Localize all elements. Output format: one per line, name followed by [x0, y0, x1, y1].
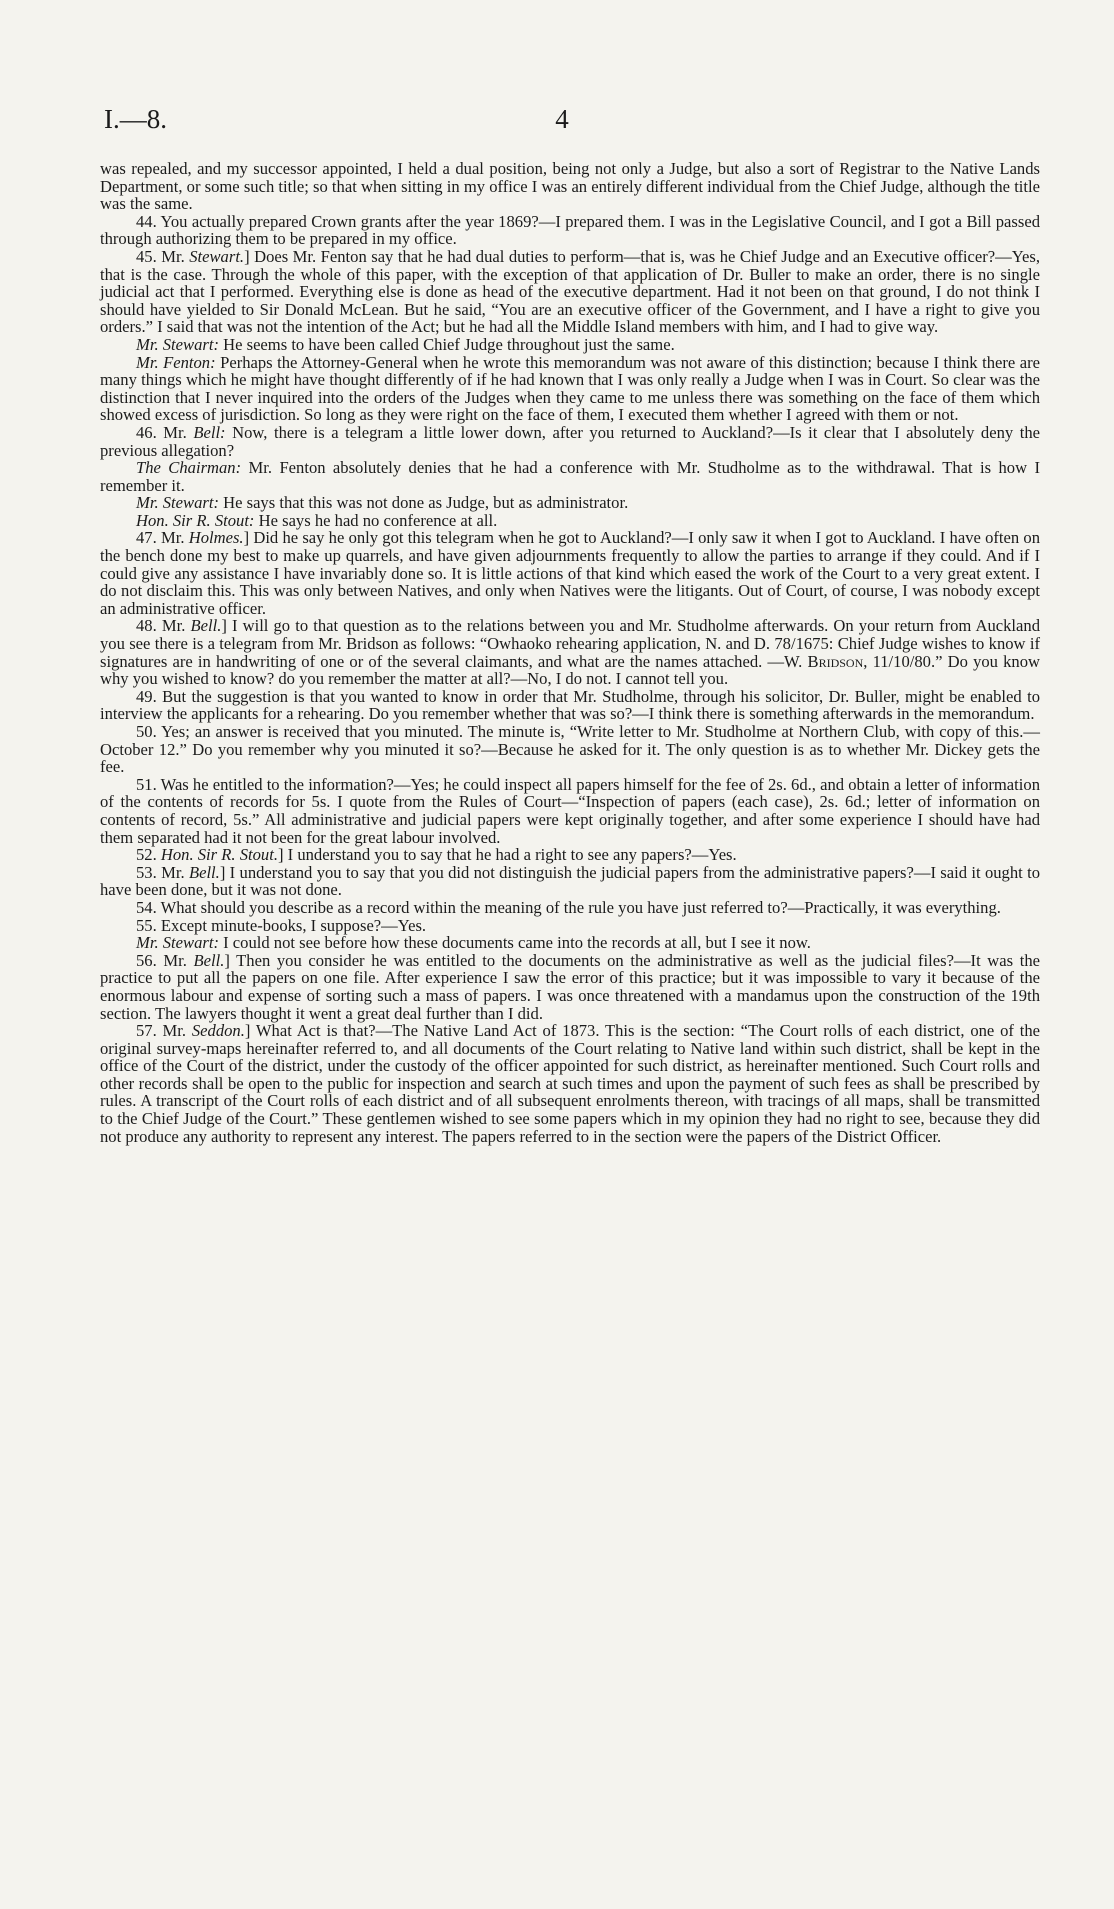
paragraph-pst1 [100, 336, 1040, 354]
italic-text: Bell. [188, 862, 220, 882]
text-run: 53. Mr. [136, 862, 189, 882]
text-run: I could not see before how these documents came into the records at all, but I see it now. [218, 933, 811, 953]
italic-text: Hon. Sir R. Stout: [136, 510, 255, 530]
paragraph-pst2 [100, 494, 1040, 512]
paragraph-p45 [100, 248, 1040, 336]
paragraph-p53 [100, 864, 1040, 899]
text-run: 52. [136, 845, 161, 865]
text-run: Perhaps the Attorney-General when he wrote this memorandum was not aware of this distinction; because I think there are many things which he might have thought differently of if he had known that I was only really a Judge when I was in Court. So clear was the distinction that I never inquired into the orders of the Judges when they came to me unless there was something on the face of them which showed excess of jurisdiction. So long as they were right on the face of them, I executed them whether I agreed with them or not. [100, 352, 1040, 425]
italic-text: Bell. [190, 616, 222, 636]
document-reference: I.—8. [104, 104, 167, 134]
paragraph-p46 [100, 424, 1040, 459]
italic-text: Holmes. [188, 528, 244, 548]
text-run: 49. But the suggestion is that you wanted to know in order that Mr. Studholme, through his solicitor, Dr. Buller, might be enabled to interview the applicants for a rehearing. Do you remember whether that was so?—I think there is something afterwards in the memorandum. [100, 686, 1040, 724]
italic-text: Mr. Fenton: [136, 352, 216, 372]
paragraph-pch1 [100, 459, 1040, 494]
text-run: 55. Except minute-books, I suppose?—Yes. [136, 915, 427, 935]
small-caps-text: Bridson [807, 651, 864, 671]
document-body [100, 160, 1040, 1145]
paragraph-p54 [100, 899, 1040, 917]
text-run: 46. Mr. [136, 422, 194, 442]
italic-text: Hon. Sir R. Stout. [160, 845, 278, 865]
paragraph-p49 [100, 688, 1040, 723]
italic-text: Mr. Stewart: [136, 334, 219, 354]
italic-text: Mr. Stewart: [136, 933, 219, 953]
paragraph-p55 [100, 917, 1040, 935]
paragraph-p57 [100, 1022, 1040, 1145]
text-run: 45. Mr. [136, 246, 190, 266]
text-run: 47. Mr. [136, 528, 189, 548]
italic-text: Bell: [193, 422, 226, 442]
paragraph-p0 [100, 160, 1040, 213]
paragraph-p48 [100, 617, 1040, 687]
text-run: ] I will go to that question as to the relations between you and Mr. Studholme afterwards. On your return from Auckland you see there is a telegram from Mr. Bridson as follows: “Owhaoko rehearing application, N. and D. 78/1675: Chief Judge wishes to know if signatures are in handwriting of one or of the several claimants, and what are the names attached. —W. [100, 616, 1040, 671]
text-run: ] I understand you to say that he had a right to see any papers?—Yes. [277, 845, 737, 865]
text-run: ] Does Mr. Fenton say that he had dual duties to perform—that is, was he Chief Judge and an Executive officer?—Yes, that is the case. Through the whole of this paper, with the exception of that application of Dr. Buller to make an order, there is no single judicial act that I performed. Everything else is done as head of the executive department. Had it not been on that ground, I do not think I should have yielded to Sir Donald McLean. But he said, “You are an executive officer of the Government, and I have a right to give you orders.” I said that was not the intention of the Act; but he had all the Middle Island members with him, and I had to give way. [100, 246, 1040, 337]
text-run: 57. Mr. [136, 1021, 192, 1041]
italic-text: Mr. Stewart: [136, 493, 219, 513]
paragraph-pst3 [100, 934, 1040, 952]
text-run: Mr. Fenton absolutely denies that he had a conference with Mr. Studholme as to the withdrawal. That is how I remember it. [100, 458, 1040, 495]
paragraph-p52 [100, 846, 1040, 864]
text-run: 44. You actually prepared Crown grants after the year 1869?—I prepared them. I was in the Legislative Council, and I got a Bill passed through authorizing them to be prepared in my office. [100, 211, 1040, 249]
italic-text: The Chairman: [136, 458, 242, 478]
paragraph-psr1 [100, 512, 1040, 530]
paragraph-p56 [100, 952, 1040, 1022]
paragraph-p51 [100, 776, 1040, 846]
text-run: 48. Mr. [136, 616, 191, 636]
italic-text: Stewart. [189, 246, 245, 266]
text-run: He says he had no conference at all. [254, 510, 498, 530]
text-run: ] Did he say he only got this telegram when he got to Auckland?—I only saw it when I got to Auckland. I have often on the bench done my best to make up quarrels, and have given adjournments frequently to allow the parties to arrange if they could. And if I could give any assistance I have invariably done so. It is little actions of that kind which eased the work of the Court to a very great extent. I do not disclaim this. This was only between Natives, and only when Natives were the litigants. Out of Court, of course, I was nobody except an administrative officer. [100, 528, 1040, 618]
text-run: ] Then you consider he was entitled to the documents on the administrative as well as the judicial files?—It was the practice to put all the papers on one file. After experience I saw the error of this practice; but it was impossible to vary it because of the enormous labour and expense of sorting such a mass of papers. I was once threatened with a mandamus upon the construction of the 19th section. The lawyers thought it went a great deal further than I did. [100, 950, 1040, 1023]
text-run: 56. Mr. [136, 950, 194, 970]
text-run: He says that this was not done as Judge, but as administrator. [218, 493, 629, 513]
paragraph-p44 [100, 213, 1040, 248]
text-run: 51. Was he entitled to the information?—Yes; he could inspect all papers himself for the fee of 2s. 6d., and obtain a letter of information of the contents of records for 5s. I quote from the Rules of Court—“Inspection of papers (each case), 2s. 6d.; letter of information on contents of record, 5s.” All administrative and judicial papers were kept originally together, and after some experience I should have had them separated had it not been for the great labour involved. [100, 774, 1040, 847]
text-run: He seems to have been called Chief Judge throughout just the same. [218, 334, 675, 354]
italic-text: Bell. [193, 950, 225, 970]
paragraph-pfe1 [100, 354, 1040, 424]
italic-text: Seddon. [191, 1021, 245, 1041]
text-run: Now, there is a telegram a little lower down, after you returned to Auckland?—Is it clear that I absolutely deny the previous allegation? [100, 422, 1040, 460]
text-run: ] I understand you to say that you did not distinguish the judicial papers from the administrative papers?—I said it ought to have been done, but it was not done. [100, 862, 1040, 900]
text-run: ] What Act is that?—The Native Land Act of 1873. This is the section: “The Court rolls of each district, one of the original survey-maps hereinafter referred to, and all documents of the Court relating to Native land within such district, shall be kept in the office of the Court of the district, under the custody of the officer appointed for such district, as hereinafter mentioned. Such Court rolls and other records shall be open to the public for inspection and search at such times and upon the payment of such fees as shall be prescribed by rules. A transcript of the Court rolls of each district and of all subsequent enrolments thereon, with tracings of all maps, shall be transmitted to the Chief Judge of the Court.” These gentlemen wished to see some papers which in my opinion they had no right to see, because they did not produce any authority to represent any interest. The papers referred to in the section were the papers of the District Officer. [100, 1021, 1040, 1146]
page-number: 4 [555, 104, 569, 134]
text-run: 54. What should you describe as a record within the meaning of the rule you have just referred to?—Practically, it was everything. [136, 897, 1001, 917]
text-run: was repealed, and my successor appointed, I held a dual position, being not only a Judge, but also a sort of Registrar to the Native Lands Department, or some such title; so that when sitting in my office I was an entirely different individual from the Chief Judge, although the title was the same. [100, 159, 1040, 214]
text-run: , 11/10/80.” Do you know why you wished to know? do you remember the matter at all?—No, I do not. I cannot tell you. [100, 651, 1041, 689]
paragraph-p50 [100, 723, 1040, 776]
paragraph-p47 [100, 529, 1040, 617]
page-header [104, 104, 1020, 144]
text-run: 50. Yes; an answer is received that you minuted. The minute is, “Write letter to Mr. Studholme at Northern Club, with copy of this.—October 12.” Do you remember why you minuted it so?—Because he asked for it. The only question is as to whether Mr. Dickey gets the fee. [100, 722, 1040, 777]
